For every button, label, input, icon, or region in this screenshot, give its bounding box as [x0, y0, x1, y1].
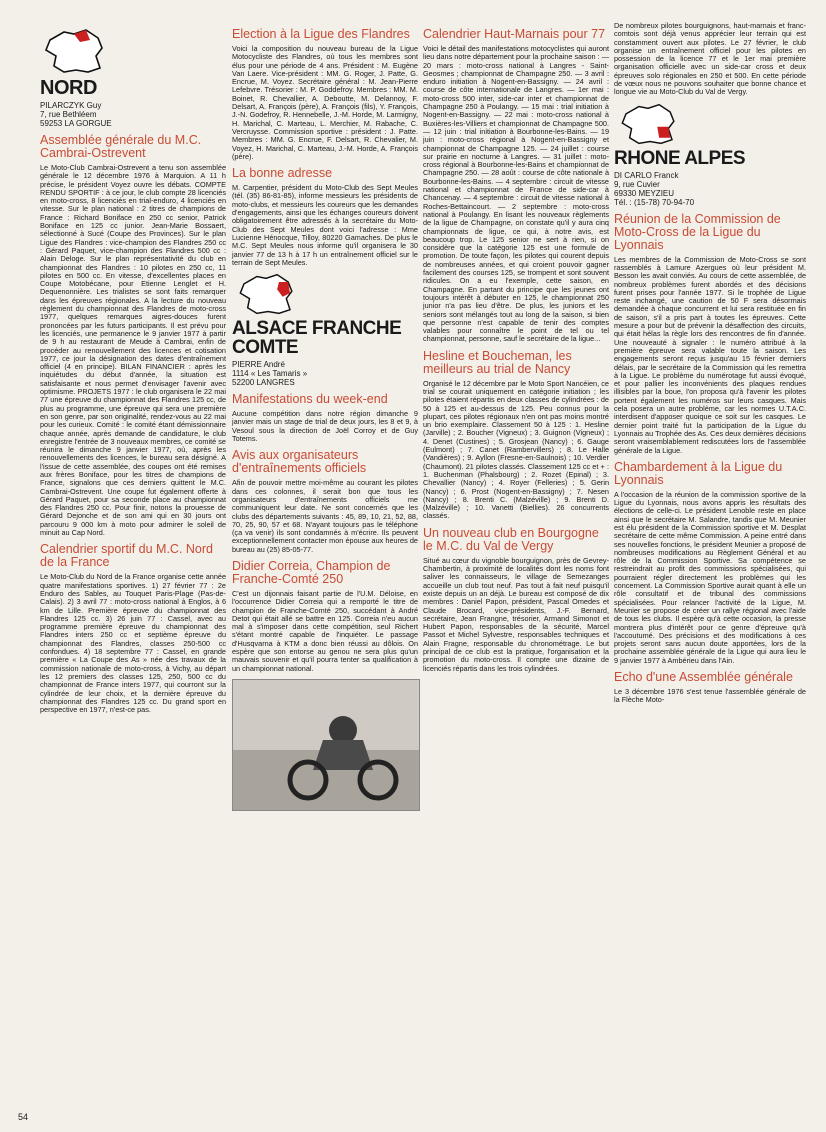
article-title: Hesline et Boucheman, les meilleurs au trial de Nancy [423, 348, 572, 376]
column-1 [40, 22, 226, 1112]
article-body: Organisé le 12 décembre par le Moto Sport Nancéien, ce trial se courait uniquement en catégorie initiation ; les pilotes étaient répartis en deux classes de cylindrées : de 50 à 125 et au-dessus de 125. Peu connus pour la plupart, ces pilotes régionaux n'en ont pas moins montré un brio exemplaire. Classement 50 à 125 : 1. Hesline (Jarville) ; 2. Boucher (Vigneux) ; 3. Guignon (Vigneux) ; 4. Denet (Custines) ; 5. Grosjean (Nancy) ; 6. Gauge (Eulmont) ; 7. Canet (Rambervillers) ; 8. Le Halle (Vandières) ; 9. Ayllon (Fresne-en-Saulnois) ; 10. Verdier (Chaumont). 21 pilotes classés. Classement 125 cc et + : 1. Buchenman (Phalsbourg) ; 2. Rozet (Epinal) ; 3. Chevallier (Nancy) ; 4. Royer (Felleries) ; 5. Gerin (Nancy) ; 6. Prost (Nogent-en-Bassigny) ; 7. Nesen (Nancy) ; 8. Brenti C. (Malzéville) ; 9. Brenti D. (Malzéville) ; 10. Vanetti (Biellies). 26 concurrents classés. [423, 378, 609, 521]
address-line: 59253 LA GORGUE [40, 119, 112, 128]
article-title: La bonne adresse [232, 166, 333, 181]
column-4 [614, 22, 806, 1112]
article-title: Un nouveau club en Bourgogne le M.C. du Val de Vergy [423, 525, 599, 553]
article-body: Afin de pouvoir mettre moi-même au courant les pilotes dans ces colonnes, il serait bon que tous les organisateurs d'entraînements officiels me communiquent leur date. Ne sont concernés que les clubs des départements suivants : 45, 89, 10, 21, 52, 88, 70, 25, 90, 57 et 68. N'ayant toujours pas le téléphone (ça va venir) ils sont condamnés à m'écrire. Ils peuvent exceptionnellement contacter mon épouse aux heures de bureau au (25) 85-05-77. [232, 478, 418, 554]
column-3 [423, 22, 609, 1112]
article-title: Manifestations du week-end [232, 392, 388, 407]
france-map-icon [40, 26, 110, 76]
page-number: 54 [18, 1112, 29, 1122]
address-line: 52200 LANGRES [232, 378, 295, 388]
article-title: Avis aux organisateurs d'entraînements officiels [232, 448, 367, 476]
region-nord [40, 26, 226, 128]
region-title: ALSACE FRANCHE COMTE [232, 318, 402, 359]
region-title: RHONE ALPES [614, 147, 746, 169]
address-line: DI CARLO Franck [614, 170, 679, 180]
article-body: Le Moto-Club Cambrai-Ostrevent a tenu son assemblée générale le 12 décembre 1976 à Marquion. A 11 h précise, le président Voyez ouvre les débats. COMPTE RENDU SPORTIF : à ce jour, le club compte 28 licenciés en moto-cross, 8 licenciés en trial-enduro, 4 licenciés en vitesse. Sur le plan national : 2 titres de champions de France : Richard Boniface en 250 cc senior, Patrick Boniface en 125 cc junior. Jean-Marie Bossaert, sélectionné à Sucé (Coupe des Provinces). Sur le plan Ligue des Flandres : vice-champion des Flandres 250 cc : Gérard Paquet, vice-champion des Flandres 500 cc : Alain Deloge. Sur le plan représentativité du club en championnat des Flandres : 10 pilotes en 250 cc, 11 pilotes en 500 cc. En vitesse, d'excellentes places en Coupe Motobécane, pour Etienne Lenglet et H. Dequenonnière. Les trialistes se sont faits remarquer dans les épreuves régionales. A la lecture du nouveau règlement du championnat des Flandres de moto-cross 1977, quelques remarques aigres-douces furent prononcées par les futurs participants. Il est prévu pour les licenciés, une permanence le 9 janvier 1977 à partir de 9 h au restaurant de Meude à Cambrai, enfin de procéder au renouvellement des licences et cotisation 1977, ce jour la désignation des dates d'entraînement officiel (4 en principe). BILAN FINANCIER : après les inquiétudes du début d'année, la situation est satisfaisante et nous permet d'envisager l'avenir avec optimisme. PROJETS 1977 : le club organisera le 22 mai 77 une épreuve du championnat des Flandres 125 cc, de plus au programme, une épreuve qui sera une première en son genre, par son originalité, rendez-vous au 22 mai pour les curieux. Comité : le comité étant démissionnaire chaque année, après demande de candidature, le club enregistre l'entrée de 3 nouveaux membres, ce comité se réunira le dimanche 9 janvier 1977, où, après les renouvellements des licences, le bureau sera désigné. A l'issue de cette assemblée, des coupes ont été remises aux frères Boniface, pour les titres de champions de France, signalons que ces derniers quittent le M.C. Cambrai-Ostrevent. Une coupe fut également offerte à Gérard Paquet, pour sa seconde place au championnat des Flandres 250 cc. Pour finir, notons la prouesse de Gérard Dejonche et de son ami qui en 30 jours ont parcouru 9 000 km à moto pour admirer le soleil de minuit au Cap Nord. [40, 163, 226, 538]
address-line: 1114 « Les Tamaris » [232, 369, 308, 379]
article-title: Calendrier sportif du M.C. Nord de la France [40, 542, 213, 570]
address-line: 69330 MEYZIEU [614, 188, 675, 198]
article-title: Election à la Ligue des Flandres [232, 27, 410, 41]
region-alsace-franche-comte [232, 271, 418, 387]
france-map-icon [614, 101, 684, 147]
article-body: M. Carpentier, président du Moto-Club des Sept Meules (tél. (35) 86-81-85), informe messieurs les présidents de moto-clubs, et messieurs les coureurs que les demandes d'engagements, ainsi que les échanges coureurs doivent obligatoirement être adressés à la secrétaire du Moto-Club des Sept Meules dont voici l'adresse : Mme Lucienne Hénocque, Tilloy, 80220 Gamaches. De plus le M.C. Sept Meules nous informe qu'il organisera le 30 janvier 77 de 13 h à 17 h un entraînement officiel sur le terrain de Sept Meules. [232, 183, 418, 267]
article-title: Assemblée générale du M.C. Cambrai-Ostrevent [40, 133, 202, 160]
address-line: 9, rue Cuvier [614, 179, 660, 189]
correspondent-address [40, 101, 226, 128]
article-title: Calendrier Haut-Marnais pour 77 [423, 27, 606, 41]
rider-photo-icon [233, 680, 419, 810]
article-body: C'est un dijonnais faisant partie de l'U.M. Déloise, en l'occurrence Didier Correia qui a remporté le titre de champion de Franche-Comté 250, succédant à André Detot qui était allé se battre en 125. Correia n'eu aucun mal à s'imposer dans cette compétition, seul Richert s'étant montré capable de l'inquiéter. Le passage d'Husqvarna à KTM a donc bien réussi au dôlois. On espère que son entorse au genou ne sera plus qu'un mauvais souvenir et qu'il pourra tenter sa qualification à un championnat national. [232, 588, 418, 673]
article-title: Echo d'une Assemblée générale [614, 670, 793, 685]
article-body: Voici la composition du nouveau bureau de la Ligue Motocycliste des Flandres, où tous les membres sont élus pour une période de 4 ans. Président : M. Eugène Van Laere. Vice-président : MM. G. Roger, J. Patte, G. Encrue, M. Voyez. Secrétaire général : M. Jean-Pierre Lefebvre. Trésorier : M. P. Goddefroy. Membres : MM. M. Boinet, R. Chevallier, A. Deboutte, M. Delannoy, F. Delsart, A. François (père), A. François (fils), Y. François, J.-N. Godefroy, R. Hennebelle, J.-M. Horde, M. Larmigny, H. Marichal, C. Marteau, L. Merchier, M. Rabache, C. Vercruysse. Commission sportive : président : J. Patte. Membres : MM. G. Encrue, F. Delsart, R. Chevalier, M. Voyez, H. Marichal, C. Marteau, J.-M. Horde, A. François (père). [232, 44, 418, 161]
france-map-icon [232, 271, 302, 317]
address-line: 7, rue Bethléem [40, 110, 97, 119]
address-line: PILARCZYK Guy [40, 101, 102, 110]
article-body: De nombreux pilotes bourguignons, haut-marnais et franc-comtois sont déjà venus apprécier leur terrain qui est constamment ouvert aux pilotes. Le 27 février, le club organise un entraînement officiel pour les pilotes en possession de la licence 77 et le 1er mai première organisation officielle avec un side-car cross et deux épreuves solo régionales en 250 et 500. En cette période de vœux nous ne pouvons souhaiter que bonne chance et longue vie au Moto-Club du Val de Vergy. [614, 21, 806, 97]
article-body: Situé au cœur du vignoble bourguignon, près de Gevrey-Chambertin, à proximité de localités dont les noms font saliver les connaisseurs, le village de Semezanges accueille un club tout neuf. Pas tout à fait neuf puisqu'il existe depuis un an déjà. Le bureau est composé de dix membres : Daniel Papon, président, Pascal Omedes et Claude Brocard, vice-présidents, J.-F. Bernard, secrétaire, Jean Frangne, trésorier, Armand Simonot et Hubert Papon, responsables de la sécurité, Marcel Passot et Michel Sylvestre, responsables techniques et Alain Fragne, responsable du chronométrage. Le but principal de ce club est la pratique, l'organisation et la promotion du moto-cross. Il compte une dizaine de licenciés répartis dans les trois cylindrées. [423, 555, 609, 673]
article-title: Didier Correia, Champion de Franche-Comté 250 [232, 558, 391, 586]
article-body: Les membres de la Commission de Moto-Cross se sont rassemblés à Lamure Azergues où leur président M. Besson les avait conviés. Au cours de cette assemblée, de nombreux problèmes furent abordés et des décisions furent prises pour l'année 1977. Si le trophée de Ligue reste inchangé, une caution de 50 F sera désormais demandée à chaque concurrent et lui sera restituée en fin de saison, s'il a pris part à toutes les épreuves. Cette mesure a pour but de prévenir la désaffection des circuits, qui était hélas la règle lors des rencontres de fin d'année. Une nouveauté à signaler : le numéro attribué à la première épreuve sera valable toute la saison. Les engagements seront reçus jusqu'au 15 février derniers délais, par le secrétaire de la Commission qui les remettra à la Ligue. Le problème du numérotage fut aussi évoqué, et pour pallier les inconvénients des plaques rendues illisibles par la boue, l'on proposa qu'à l'avenir les pilotes portent également les numéros sur leurs casques. Mais cela posera un autre problème, car les normes U.T.A.C. interdisent d'apposer quoique ce soit sur les casques. Le dernier point traité fut la participation de la Ligue du Lyonnais au Trophée des As. Ces deux dernières décisions seront vraisemblablement rediscutées lors de l'assemblée générale de la Ligue. [614, 254, 806, 455]
article-body: Aucune compétition dans notre région dimanche 9 janvier mais un stage de trial de deux jours, les 8 et 9, à Vesoul sous la direction de Joël Corroy et de Guy Totems. [232, 409, 418, 444]
article-body: Le Moto-Club du Nord de la France organise cette année quatre manifestations sportives. 1) 27 février 77 : 2e Enduro des Sables, au Touquet Paris-Plage (Pas-de-Calais). 2) 3 avril 77 : moto-cross national à Englos, à 6 km de Lille. Première épreuve du championnat des Flandres 125 cc. 3) 26 juin 77 : Cassel, avec au programme première épreuve du championnat des Flandres inters 250 cc et septième épreuve du championnat des Flandres, classes 250-500 cc confondues. 4) 18 septembre 77 : Cassel, en grande première « La Coupe des As » née des travaux de la commission nationale de moto-cross, à Vichy, au départ les 12 premiers des classes 125, 250, 500 cc du championnat de France inters 1977, qui courront sur la cylindrée de leur choix, et la dernière épreuve du championnat des Flandres 125 cc. Du grand sport en perspective en 1977, n'est-ce pas. [40, 572, 226, 715]
address-line: PIERRE André [232, 360, 285, 370]
article-body: A l'occasion de la réunion de la commission sportive de la Ligue du Lyonnais, nous avons appris les résultats des élections de celle-ci. Le président Lenoble reste en place ainsi que le secrétaire M. Salandre, tandis que M. Meunier est élu président de la Commission sportive et M. Desplat secrétaire de cette même Commission. A peine entré dans ses nouvelles fonctions, le président Meunier a proposé de nombreuses modifications au Règlement Général et au rôle de la Commission Sportive. Sa compétence se restreindrait au profit des commissions spécialisées, qui pourraient régler directement les problèmes qui les concernent. La Commission Sportive aurait quant à elle un rôle consultatif et de tribunal des commissions spécialisées. Pour relancer l'activité de la Ligue, M. Meunier se propose de créer un rallye régional avec l'aide de tous les clubs. Il espère qu'à cette occasion, la presse montrera plus d'intérêt pour ce genre d'épreuve qu'à l'accoutumé. Des précisions et des modifications à ces projets seront sans aucun doute apportées, lors de la prochaine assemblée générale de la Ligue qui aura lieu le 9 janvier 1977 à Ambérieu dans l'Ain. [614, 489, 806, 665]
correspondent-address [232, 360, 418, 387]
region-rhone-alpes [614, 101, 806, 207]
column-2 [232, 22, 418, 1112]
article-title: Chambardement à la Ligue du Lyonnais [614, 459, 783, 487]
region-title: NORD [40, 77, 97, 99]
article-title: Réunion de la Commission de Moto-Cross de la Ligue du Lyonnais [614, 211, 781, 252]
article-body: Le 3 décembre 1976 s'est tenue l'assemblée générale de la Flèche Moto- [614, 687, 806, 705]
correspondent-address [614, 171, 806, 207]
article-body: Voici le détail des manifestations motocyclistes qui auront lieu dans notre département pour la prochaine saison : — 20 mars : moto-cross national à Langres - Saint-Geosmes ; championnat de Champagne 250. — 3 avril : enduro initiation à Nogent-en-Bassigny. — 24 avril : course de côte internationale de Langres. — 1er mai : moto-cross 500 inter, side-car inter et championnat de Champagne 250 à Poulangy. — 15 mai : trial initiation à Nogent-en-Bassigny. — 22 mai : moto-cross national à Buxières-les-Villiers et championnat de Champagne 500. — 12 juin : trial initiation à Bourbonne-les-Bains. — 19 juin : moto-cross régional à Nogent-en-Bassigny et championnat de Champagne 125. — 24 juillet : course sur prairie en nocturne à Langres. — 31 juillet : moto-cross régional à Bourbonne-les-Bains et championnat de Champagne 250. — 28 août : course de côte nationale à Bourbonne-les-Bains. — 4 septembre : circuit de vitesse national et championnat de France de side-car à Chancenay. — 4 septembre : circuit de vitesse national à Roches-Bettaincourt. — 2 septembre : moto-cross national à Poulangy. En lisant les nouveaux règlements de la ligue de Champagne, on constate qu'il y aura cinq championnats de ligue, ce qui, à notre avis, est beaucoup trop. Le 125 senior ne sert à rien, si on considère que la catégorie 125 est une formule de promotion. De toute façon, les pilotes qui courent depuis de nombreuses années, et qui croient pouvoir gagner facilement des courses 125, se trompent et sont souvent ridicules. On a eu l'exemple, cette saison, en Champagne. En partant du principe que les jeunes ont toujours intérêt à débuter en 125, le championnat 250 junior n'a pas lieu d'être. De plus, les juniors et les seniors sont mélangés tout au long de la saison, si bien que personne n'est capable de tenir des comptes valables pour connaître le point de tel ou tel championnat, personne, sauf le secrétaire de la ligue... [423, 44, 609, 344]
address-line: Tél. : (15-78) 70-94-70 [614, 197, 695, 207]
motocross-photo [232, 679, 420, 811]
